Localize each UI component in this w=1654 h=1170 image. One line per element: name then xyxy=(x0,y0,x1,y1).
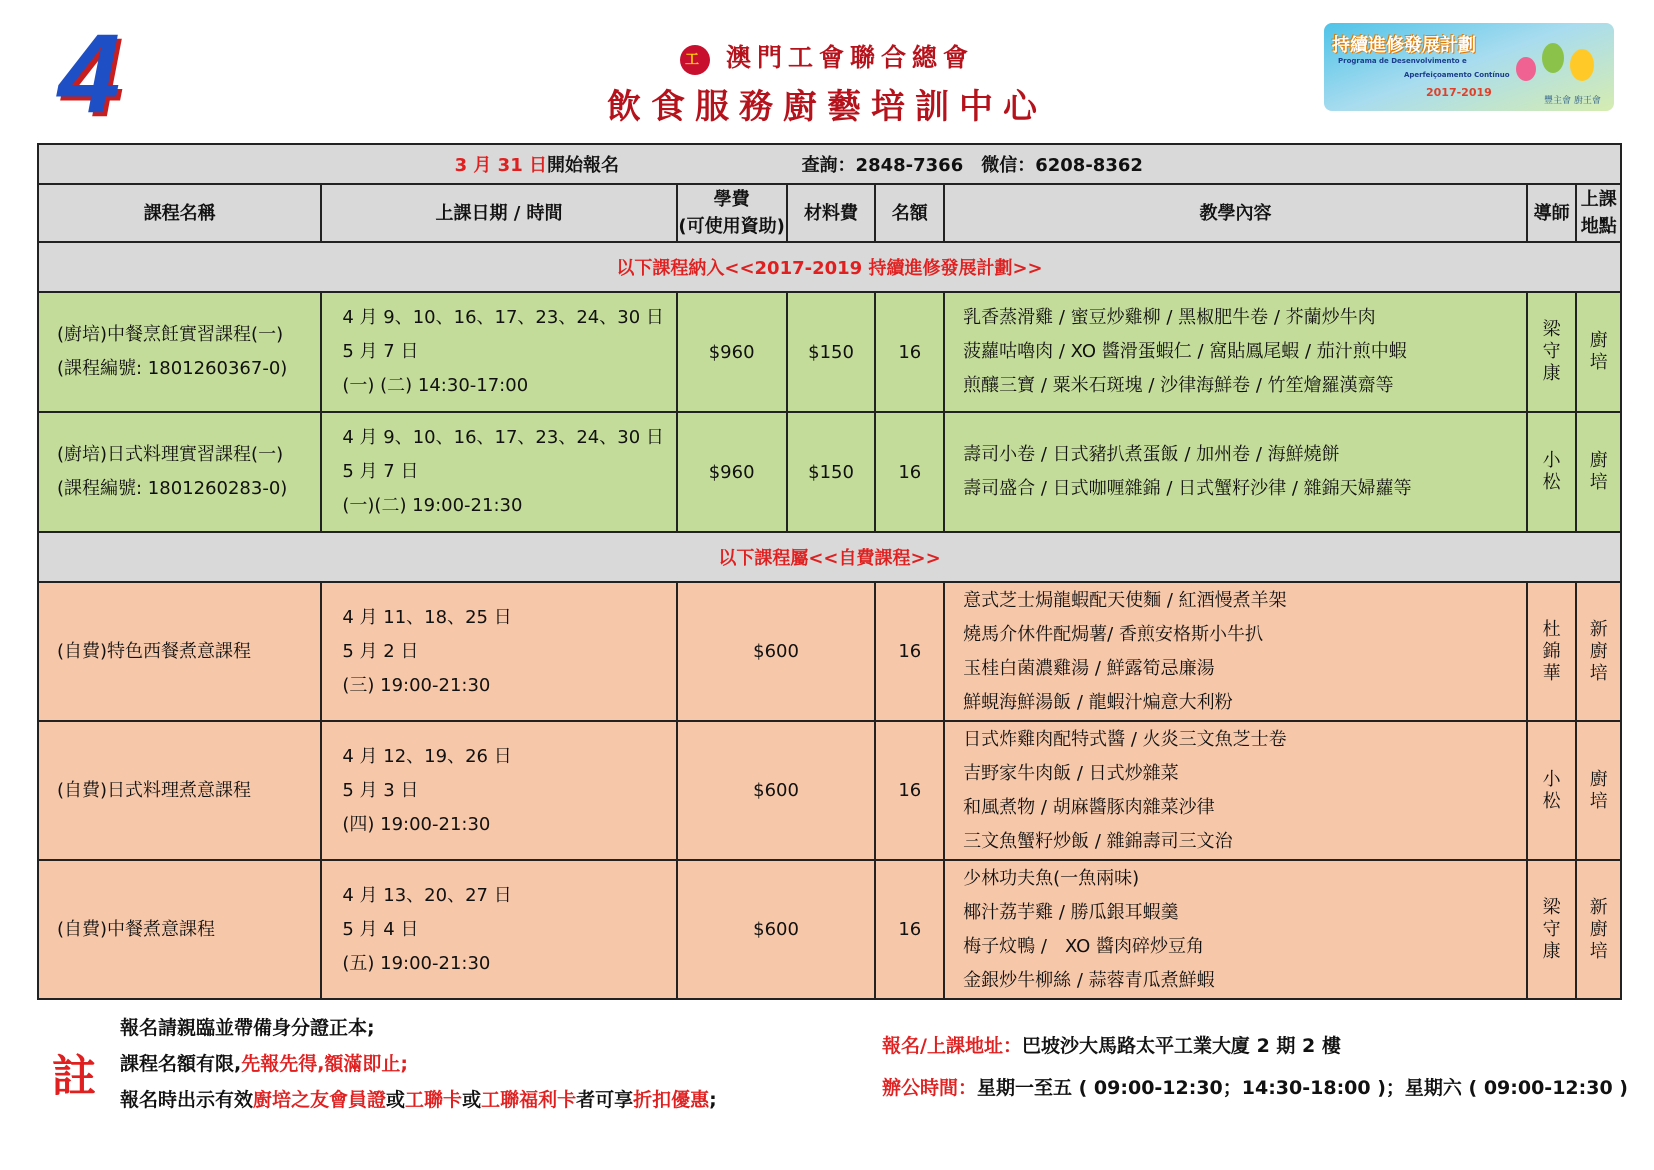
course-tutor xyxy=(1527,721,1577,860)
table-row xyxy=(38,860,1621,999)
date-line: 5 月 3 日 xyxy=(342,779,419,801)
mascot-icon xyxy=(1542,43,1564,73)
date-line: 4 月 13、20、27 日 xyxy=(342,884,512,906)
note-text: 或 xyxy=(462,1089,482,1111)
course-content xyxy=(944,582,1527,721)
course-content xyxy=(944,860,1527,999)
hours-value: 星期一至五 ( 09:00-12:30；14:30-18:00 )；星期六 ( 09:00-12:30 ) xyxy=(977,1077,1628,1099)
registration-start-label: 開始報名 xyxy=(547,155,619,176)
course-datetime xyxy=(321,860,676,999)
course-location xyxy=(1576,860,1621,999)
mascot-icon xyxy=(1570,49,1594,81)
col-fee xyxy=(677,184,787,242)
course-name-line: (廚培)日式料理實習課程(一) xyxy=(57,444,284,465)
content-line: 乳香蒸滑雞 / 蜜豆炒雞柳 / 黑椒肥牛卷 / 芥蘭炒牛肉 xyxy=(963,307,1376,328)
date-line: 4 月 9、10、16、17、23、24、30 日 xyxy=(342,307,664,328)
mascot-icon xyxy=(1516,57,1536,81)
date-line: 4 月 12、19、26 日 xyxy=(342,745,512,767)
page-number: 4 xyxy=(58,11,121,136)
content-line: 梅子炆鴨 / XO 醬肉碎炒豆角 xyxy=(963,935,1205,957)
address-line xyxy=(882,1025,1628,1067)
col-location-line2: 地點 xyxy=(1580,216,1617,237)
material-fee: $150 xyxy=(787,412,876,532)
banner-subtitle-line2: Aperfeiçoamento Contínuo xyxy=(1404,71,1510,79)
course-name: (自費)中餐煮意課程 xyxy=(38,860,321,999)
note-highlight: 先報先得,額滿即止; xyxy=(241,1053,409,1075)
col-location-line1: 上課 xyxy=(1580,189,1617,210)
date-line: 5 月 4 日 xyxy=(342,918,419,940)
course-table xyxy=(37,143,1622,1000)
course-tutor xyxy=(1527,582,1577,721)
col-quota: 名額 xyxy=(875,184,944,242)
tutor-name: 小 松 xyxy=(1542,450,1561,493)
content-line: 菠蘿咕嚕肉 / XO 醬滑蛋蝦仁 / 窩貼鳳尾蝦 / 茄汁煎中蝦 xyxy=(963,341,1407,362)
banner-years: 2017-2019 xyxy=(1426,86,1492,99)
col-location xyxy=(1576,184,1621,242)
col-fee-line2: (可使用資助) xyxy=(678,216,785,237)
tutor-name: 杜 錦 華 xyxy=(1542,618,1561,684)
section-header-row xyxy=(38,242,1621,292)
course-name xyxy=(38,292,321,412)
time-line: (五) 19:00-21:30 xyxy=(342,952,491,974)
tutor-name: 梁 守 康 xyxy=(1542,896,1561,962)
course-datetime xyxy=(321,292,676,412)
location-name: 新 廚 培 xyxy=(1589,618,1608,684)
course-quota: 16 xyxy=(875,292,944,412)
content-line: 煎釀三寶 / 粟米石斑塊 / 沙律海鮮卷 / 竹笙燴羅漢齋等 xyxy=(963,375,1394,396)
time-line: (一)(二) 19:00-21:30 xyxy=(342,495,523,516)
table-row xyxy=(38,582,1621,721)
section-header-row xyxy=(38,532,1621,582)
note-line xyxy=(120,1082,717,1118)
org-name-text: 澳門工會聯合總會 xyxy=(725,43,974,72)
col-content: 教學內容 xyxy=(944,184,1527,242)
hours-line xyxy=(882,1067,1628,1109)
course-fee: $960 xyxy=(677,412,787,532)
content-line: 鮮蜆海鮮湯飯 / 龍蝦汁煸意大利粉 xyxy=(963,691,1233,713)
table-row xyxy=(38,412,1621,532)
content-line: 玉桂白菌濃雞湯 / 鮮露筍忌廉湯 xyxy=(963,657,1215,679)
course-location xyxy=(1576,292,1621,412)
col-datetime: 上課日期 / 時間 xyxy=(321,184,676,242)
time-line: (一) (二) 14:30-17:00 xyxy=(342,375,529,396)
note-text: 或 xyxy=(386,1089,406,1111)
course-datetime xyxy=(321,721,676,860)
column-header-row xyxy=(38,184,1621,242)
banner-subtitle-line1: Programa de Desenvolvimento e xyxy=(1338,57,1467,65)
registration-info xyxy=(38,144,1621,184)
content-line: 和風煮物 / 胡麻醬豚肉雜菜沙律 xyxy=(963,796,1215,818)
content-line: 意式芝士焗龍蝦配天使麵 / 紅酒慢煮羊架 xyxy=(963,589,1287,611)
col-course-name: 課程名稱 xyxy=(38,184,321,242)
date-line: 4 月 9、10、16、17、23、24、30 日 xyxy=(342,427,664,448)
union-logo-icon: 工 xyxy=(680,45,710,75)
center-name: 飲食服務廚藝培訓中心 xyxy=(607,86,1047,127)
col-tutor: 導師 xyxy=(1527,184,1577,242)
course-fee: $960 xyxy=(677,292,787,412)
section-title: 以下課程屬<<自費課程>> xyxy=(38,532,1621,582)
col-material: 材料費 xyxy=(787,184,876,242)
course-fee: $600 xyxy=(677,582,876,721)
registration-info-row xyxy=(38,144,1621,184)
course-code: (課程編號: 1801260283-0) xyxy=(57,478,288,499)
material-fee: $150 xyxy=(787,292,876,412)
content-line: 壽司小卷 / 日式豬扒煮蛋飯 / 加州卷 / 海鮮燒餅 xyxy=(963,444,1340,465)
note-line: 報名請親臨並帶備身分證正本; xyxy=(120,1017,375,1039)
address-value: 巴坡沙大馬路太平工業大廈 2 期 2 樓 xyxy=(1021,1035,1341,1057)
course-quota: 16 xyxy=(875,860,944,999)
course-location xyxy=(1576,721,1621,860)
location-name: 廚 培 xyxy=(1589,450,1608,493)
note-highlight: 廚培之友會員證 xyxy=(253,1089,387,1111)
course-content xyxy=(944,721,1527,860)
content-line: 椰汁荔芋雞 / 勝瓜銀耳蝦羹 xyxy=(963,901,1179,923)
col-fee-line1: 學費 xyxy=(713,189,750,210)
time-line: (三) 19:00-21:30 xyxy=(342,674,491,696)
content-line: 燒馬介休件配焗薯/ 香煎安格斯小牛扒 xyxy=(963,623,1263,645)
course-name: (自費)特色西餐煮意課程 xyxy=(38,582,321,721)
table-row xyxy=(38,292,1621,412)
content-line: 日式炸雞肉配特式醬 / 火炎三文魚芝士卷 xyxy=(963,728,1287,750)
course-content xyxy=(944,412,1527,532)
content-line: 金銀炒牛柳絲 / 蒜蓉青瓜煮鮮蝦 xyxy=(963,969,1215,991)
course-name-line: (廚培)中餐烹飪實習課程(一) xyxy=(57,324,284,345)
note-text: 者可享 xyxy=(576,1089,634,1111)
banner-small-text: 豐主會 廚王會 xyxy=(1544,96,1601,106)
date-line: 4 月 11、18、25 日 xyxy=(342,606,512,628)
course-fee: $600 xyxy=(677,860,876,999)
course-quota: 16 xyxy=(875,721,944,860)
banner-title: 持續進修發展計劃 xyxy=(1332,35,1476,56)
note-text: ; xyxy=(709,1089,717,1111)
notes xyxy=(120,1010,717,1118)
content-line: 三文魚蟹籽炒飯 / 雜錦壽司三文治 xyxy=(963,830,1233,852)
date-line: 5 月 7 日 xyxy=(342,341,419,362)
note-highlight: 工聯福利卡 xyxy=(481,1089,577,1111)
course-quota: 16 xyxy=(875,412,944,532)
note-highlight: 工聯卡 xyxy=(405,1089,463,1111)
section-title: 以下課程納入<<2017-2019 持續進修發展計劃>> xyxy=(38,242,1621,292)
banner-subtitle xyxy=(1338,57,1510,79)
date-line: 5 月 7 日 xyxy=(342,461,419,482)
address-label: 報名/上課地址： xyxy=(882,1035,1022,1057)
course-location xyxy=(1576,582,1621,721)
address-block xyxy=(882,1025,1628,1109)
course-location xyxy=(1576,412,1621,532)
hours-label: 辦公時間： xyxy=(882,1077,978,1099)
content-line: 壽司盛合 / 日式咖喱雜錦 / 日式蟹籽沙律 / 雜錦天婦蘿等 xyxy=(963,478,1412,499)
course-tutor xyxy=(1527,412,1577,532)
tutor-name: 小 松 xyxy=(1542,768,1561,812)
date-line: 5 月 2 日 xyxy=(342,640,419,662)
table-row xyxy=(38,721,1621,860)
course-tutor xyxy=(1527,860,1577,999)
notes-mark: 註 xyxy=(52,1051,96,1102)
course-name xyxy=(38,412,321,532)
note-text: 報名時出示有效 xyxy=(120,1089,254,1111)
course-tutor xyxy=(1527,292,1577,412)
content-line: 吉野家牛肉飯 / 日式炒雜菜 xyxy=(963,762,1179,784)
contact-info: 查詢：2848-7366 微信：6208-8362 xyxy=(801,155,1143,176)
note-line xyxy=(120,1046,717,1082)
content-line: 少林功夫魚(一魚兩味) xyxy=(963,867,1140,889)
course-content xyxy=(944,292,1527,412)
course-code: (課程編號: 1801260367-0) xyxy=(57,358,288,379)
course-datetime xyxy=(321,412,676,532)
location-name: 廚 培 xyxy=(1589,330,1608,373)
course-fee: $600 xyxy=(677,721,876,860)
program-banner xyxy=(1324,23,1614,111)
tutor-name: 梁 守 康 xyxy=(1542,319,1561,384)
note-text: 課程名額有限, xyxy=(120,1053,242,1075)
course-quota: 16 xyxy=(875,582,944,721)
course-name: (自費)日式料理煮意課程 xyxy=(38,721,321,860)
course-datetime xyxy=(321,582,676,721)
registration-date: 3 月 31 日 xyxy=(454,155,547,176)
location-name: 廚 培 xyxy=(1589,768,1608,812)
note-highlight: 折扣優惠 xyxy=(633,1089,710,1111)
location-name: 新 廚 培 xyxy=(1589,896,1608,962)
time-line: (四) 19:00-21:30 xyxy=(342,813,491,835)
